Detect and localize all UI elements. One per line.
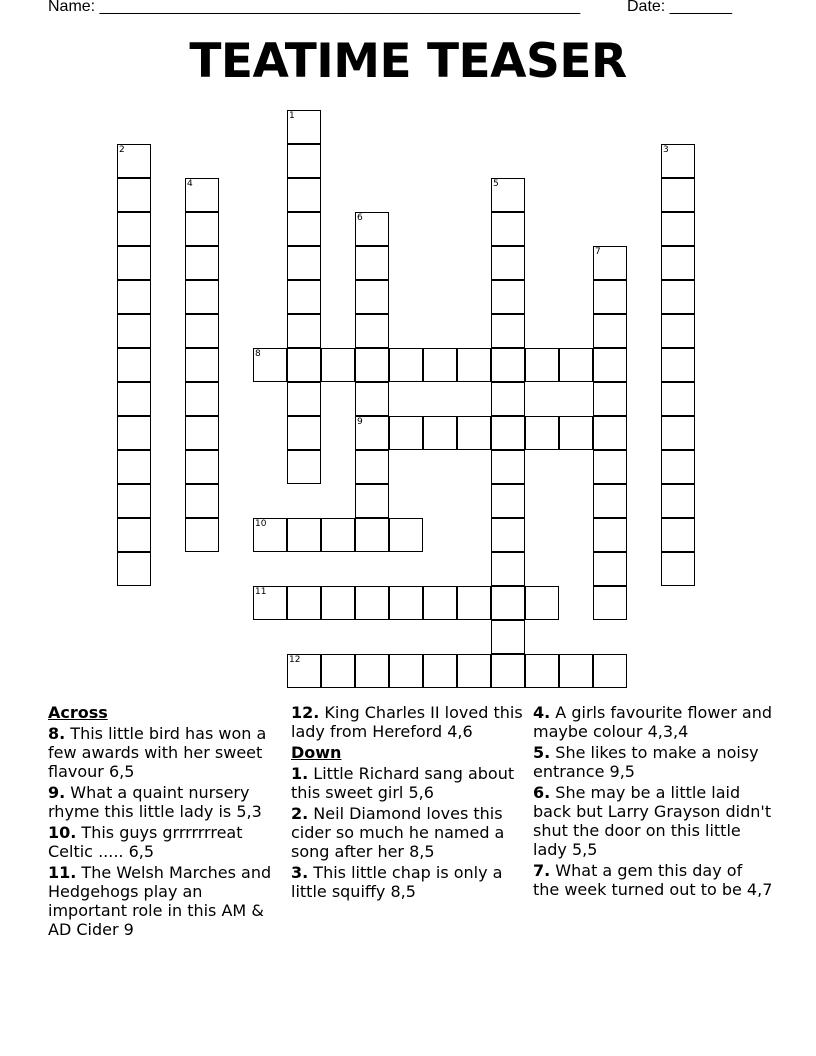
grid-cell[interactable] <box>423 654 457 688</box>
grid-cell[interactable] <box>525 348 559 382</box>
down-clue-6: 6. She may be a little laid back but Larry Grayson didn't shut the door on this little lady 5,5 <box>533 783 772 859</box>
clue-number: 8 <box>255 349 261 359</box>
grid-cell[interactable] <box>593 382 627 416</box>
clue-number: 12 <box>289 655 301 665</box>
grid-cell[interactable] <box>185 246 219 280</box>
grid-cell[interactable] <box>117 518 151 552</box>
grid-cell[interactable] <box>661 246 695 280</box>
grid-cell[interactable] <box>661 518 695 552</box>
grid-cell[interactable] <box>355 416 389 450</box>
grid-cell[interactable] <box>593 246 627 280</box>
grid-cell[interactable] <box>287 314 321 348</box>
grid-cell[interactable] <box>253 348 287 382</box>
clue-column-2 <box>291 703 529 903</box>
across-clue-9: 9. What a quaint nursery rhyme this little lady is 5,3 <box>48 783 262 821</box>
grid-cell[interactable] <box>457 654 491 688</box>
clue-number: 10 <box>255 519 267 529</box>
grid-cell[interactable] <box>321 518 355 552</box>
grid-cell[interactable] <box>355 450 389 484</box>
grid-cell[interactable] <box>355 280 389 314</box>
grid-cell[interactable] <box>661 348 695 382</box>
grid-cell[interactable] <box>491 586 525 620</box>
grid-cell[interactable] <box>491 348 525 382</box>
grid-cell[interactable] <box>117 450 151 484</box>
grid-cell[interactable] <box>661 416 695 450</box>
across-clue-8: 8. This little bird has won a few awards with her sweet flavour 6,5 <box>48 724 267 781</box>
grid-cell[interactable] <box>355 314 389 348</box>
grid-cell[interactable] <box>287 246 321 280</box>
grid-cell[interactable] <box>287 280 321 314</box>
grid-cell[interactable] <box>525 586 559 620</box>
grid-cell[interactable] <box>117 314 151 348</box>
grid-cell[interactable] <box>287 144 321 178</box>
grid-cell[interactable] <box>593 416 627 450</box>
clue-number: 2 <box>119 145 125 155</box>
across-clue-12: 12. King Charles II loved this lady from Hereford 4,6 <box>291 703 523 741</box>
down-clue-1: 1. Little Richard sang about this sweet girl 5,6 <box>291 764 515 802</box>
grid-cell[interactable] <box>117 416 151 450</box>
grid-cell[interactable] <box>661 314 695 348</box>
grid-cell[interactable] <box>593 484 627 518</box>
grid-cell[interactable] <box>253 518 287 552</box>
puzzle-title: TEATIME TEASER <box>189 34 627 89</box>
grid-cell[interactable] <box>117 348 151 382</box>
grid-cell[interactable] <box>185 518 219 552</box>
clue-column-3 <box>533 703 773 901</box>
grid-cell[interactable] <box>559 348 593 382</box>
grid-cell[interactable] <box>457 586 491 620</box>
grid-cell[interactable] <box>491 450 525 484</box>
grid-cell[interactable] <box>321 348 355 382</box>
grid-cell[interactable] <box>355 518 389 552</box>
grid-cell[interactable] <box>287 586 321 620</box>
across-heading: Across <box>48 703 108 722</box>
grid-cell[interactable] <box>287 110 321 144</box>
grid-cell[interactable] <box>661 450 695 484</box>
grid-cell[interactable] <box>389 654 423 688</box>
clue-column-1 <box>48 703 284 941</box>
grid-cell[interactable] <box>355 586 389 620</box>
down-clue-2: 2. Neil Diamond loves this cider so much he named a song after her 8,5 <box>291 804 505 861</box>
down-clue-3: 3. This little chap is only a little squiffy 8,5 <box>291 863 503 901</box>
grid-cell[interactable] <box>117 280 151 314</box>
grid-cell[interactable] <box>559 654 593 688</box>
grid-cell[interactable] <box>491 314 525 348</box>
grid-cell[interactable] <box>457 348 491 382</box>
grid-cell[interactable] <box>117 552 151 586</box>
grid-cell[interactable] <box>525 654 559 688</box>
grid-cell[interactable] <box>287 178 321 212</box>
grid-cell[interactable] <box>185 212 219 246</box>
grid-cell[interactable] <box>389 416 423 450</box>
grid-cell[interactable] <box>355 654 389 688</box>
grid-cell[interactable] <box>287 518 321 552</box>
grid-cell[interactable] <box>661 144 695 178</box>
across-clue-11: 11. The Welsh Marches and Hedgehogs play an important role in this AM & AD Cider 9 <box>48 863 272 939</box>
grid-cell[interactable] <box>117 144 151 178</box>
grid-cell[interactable] <box>661 178 695 212</box>
grid-cell[interactable] <box>185 484 219 518</box>
grid-cell[interactable] <box>525 416 559 450</box>
grid-cell[interactable] <box>491 416 525 450</box>
grid-cell[interactable] <box>287 450 321 484</box>
grid-cell[interactable] <box>185 416 219 450</box>
grid-cell[interactable] <box>389 518 423 552</box>
clue-number: 11 <box>255 587 267 597</box>
grid-cell[interactable] <box>287 348 321 382</box>
grid-cell[interactable] <box>355 484 389 518</box>
grid-cell[interactable] <box>593 280 627 314</box>
grid-cell[interactable] <box>661 280 695 314</box>
grid-cell[interactable] <box>593 586 627 620</box>
grid-cell[interactable] <box>117 382 151 416</box>
grid-cell[interactable] <box>593 654 627 688</box>
grid-cell[interactable] <box>491 212 525 246</box>
grid-cell[interactable] <box>389 586 423 620</box>
grid-cell[interactable] <box>593 314 627 348</box>
grid-cell[interactable] <box>491 620 525 654</box>
grid-cell[interactable] <box>423 586 457 620</box>
down-clue-5: 5. She likes to make a noisy entrance 9,5 <box>533 743 759 781</box>
grid-cell[interactable] <box>355 246 389 280</box>
clue-number: 3 <box>663 145 669 155</box>
grid-cell[interactable] <box>491 484 525 518</box>
grid-cell[interactable] <box>321 654 355 688</box>
grid-cell[interactable] <box>287 416 321 450</box>
grid-cell[interactable] <box>491 654 525 688</box>
grid-cell[interactable] <box>661 212 695 246</box>
down-heading: Down <box>291 743 342 762</box>
grid-cell[interactable] <box>185 382 219 416</box>
grid-cell[interactable] <box>457 416 491 450</box>
clue-number: 1 <box>289 111 295 121</box>
grid-cell[interactable] <box>287 212 321 246</box>
grid-cell[interactable] <box>185 314 219 348</box>
down-clue-7: 7. What a gem this day of the week turned out to be 4,7 <box>533 861 773 899</box>
across-clue-10: 10. This guys grrrrrrreat Celtic ..... 6,5 <box>48 823 243 861</box>
clue-number: 4 <box>187 179 193 189</box>
grid-cell[interactable] <box>117 178 151 212</box>
grid-cell[interactable] <box>253 586 287 620</box>
name-field-label: Name: ______________________________________________________ <box>48 0 581 15</box>
grid-cell[interactable] <box>593 518 627 552</box>
grid-cell[interactable] <box>117 246 151 280</box>
clue-number: 7 <box>595 247 601 257</box>
clue-number: 6 <box>357 213 363 223</box>
grid-cell[interactable] <box>593 552 627 586</box>
grid-cell[interactable] <box>491 382 525 416</box>
grid-cell[interactable] <box>491 552 525 586</box>
grid-cell[interactable] <box>423 348 457 382</box>
grid-cell[interactable] <box>185 450 219 484</box>
grid-cell[interactable] <box>491 280 525 314</box>
grid-cell[interactable] <box>593 348 627 382</box>
clue-number: 9 <box>357 417 363 427</box>
grid-cell[interactable] <box>661 484 695 518</box>
grid-cell[interactable] <box>287 654 321 688</box>
grid-cell[interactable] <box>117 212 151 246</box>
grid-cell[interactable] <box>389 348 423 382</box>
grid-cell[interactable] <box>321 586 355 620</box>
grid-cell[interactable] <box>491 518 525 552</box>
grid-cell[interactable] <box>661 382 695 416</box>
grid-cell[interactable] <box>661 552 695 586</box>
down-clue-4: 4. A girls favourite flower and maybe colour 4,3,4 <box>533 703 773 741</box>
grid-cell[interactable] <box>355 382 389 416</box>
grid-cell[interactable] <box>185 178 219 212</box>
grid-cell[interactable] <box>185 348 219 382</box>
grid-cell[interactable] <box>287 382 321 416</box>
grid-cell[interactable] <box>185 280 219 314</box>
grid-cell[interactable] <box>355 212 389 246</box>
date-field-label: Date: _______ <box>627 0 732 15</box>
grid-cell[interactable] <box>117 484 151 518</box>
grid-cell[interactable] <box>355 348 389 382</box>
grid-cell[interactable] <box>491 246 525 280</box>
grid-cell[interactable] <box>491 178 525 212</box>
clue-number: 5 <box>493 179 499 189</box>
grid-cell[interactable] <box>423 416 457 450</box>
grid-cell[interactable] <box>559 416 593 450</box>
grid-cell[interactable] <box>593 450 627 484</box>
